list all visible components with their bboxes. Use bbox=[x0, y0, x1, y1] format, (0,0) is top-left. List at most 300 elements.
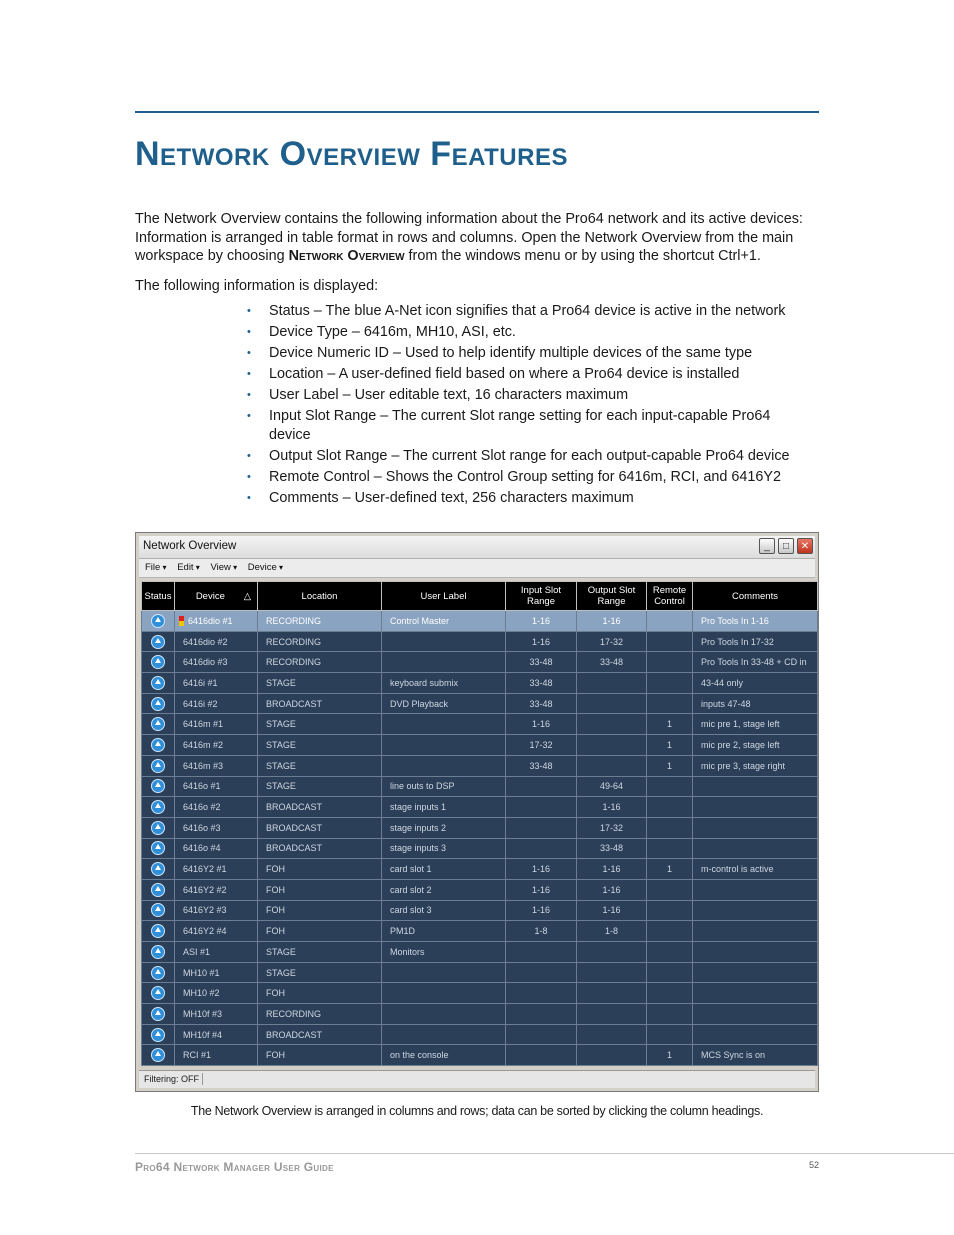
maximize-button[interactable]: □ bbox=[778, 538, 794, 554]
status-cell[interactable] bbox=[142, 879, 175, 900]
table-row[interactable] bbox=[142, 631, 818, 652]
table-row[interactable] bbox=[142, 797, 818, 818]
output-slot-cell[interactable] bbox=[577, 921, 647, 942]
anet-status-icon bbox=[151, 779, 165, 793]
anet-status-icon bbox=[151, 676, 165, 690]
input-slot-cell[interactable] bbox=[506, 921, 577, 942]
device-cell-text: 6416i #1 bbox=[183, 677, 218, 688]
device-cell[interactable] bbox=[175, 942, 258, 963]
user-label-cell[interactable] bbox=[382, 838, 506, 859]
device-cell[interactable] bbox=[175, 921, 258, 942]
device-cell-text: 6416o #2 bbox=[183, 802, 221, 813]
status-cell[interactable] bbox=[142, 942, 175, 963]
status-cell[interactable] bbox=[142, 1024, 175, 1045]
status-cell[interactable] bbox=[142, 962, 175, 983]
user-label-cell[interactable] bbox=[382, 1004, 506, 1025]
user-label-cell-text: on the console bbox=[390, 1050, 449, 1061]
user-label-cell-text: DVD Playback bbox=[390, 698, 449, 709]
device-cell[interactable] bbox=[175, 735, 258, 756]
column-header-output-slot-range[interactable] bbox=[577, 582, 647, 611]
comments-cell[interactable] bbox=[693, 755, 818, 776]
device-cell[interactable] bbox=[175, 838, 258, 859]
location-cell[interactable] bbox=[258, 755, 382, 776]
list-item: • Output Slot Range – The current Slot range for each output-capable Pro64 device bbox=[247, 447, 807, 466]
table-row[interactable] bbox=[142, 879, 818, 900]
device-cell[interactable] bbox=[175, 797, 258, 818]
output-slot-cell[interactable] bbox=[577, 755, 647, 776]
column-header-remote-label: Remote Control bbox=[652, 585, 687, 607]
remote-control-cell[interactable] bbox=[647, 859, 693, 880]
comments-cell[interactable] bbox=[693, 652, 818, 673]
remote-control-cell[interactable] bbox=[647, 652, 693, 673]
location-cell[interactable] bbox=[258, 652, 382, 673]
location-cell[interactable] bbox=[258, 859, 382, 880]
user-label-cell-text: card slot 3 bbox=[390, 905, 432, 916]
table-row[interactable] bbox=[142, 983, 818, 1004]
comments-cell[interactable] bbox=[693, 631, 818, 652]
column-header-user-label[interactable] bbox=[382, 582, 506, 611]
device-cell[interactable] bbox=[175, 611, 258, 632]
location-cell[interactable] bbox=[258, 735, 382, 756]
status-cell[interactable] bbox=[142, 611, 175, 632]
device-cell[interactable] bbox=[175, 631, 258, 652]
input-slot-cell[interactable] bbox=[506, 714, 577, 735]
comments-cell[interactable] bbox=[693, 942, 818, 963]
output-slot-cell-text: 1-16 bbox=[602, 864, 621, 875]
window-titlebar[interactable] bbox=[139, 536, 815, 559]
output-slot-cell-text: 1-16 bbox=[602, 615, 621, 626]
table-row[interactable] bbox=[142, 962, 818, 983]
device-cell[interactable] bbox=[175, 714, 258, 735]
device-cell[interactable] bbox=[175, 817, 258, 838]
comments-cell[interactable] bbox=[693, 797, 818, 818]
location-cell-text: RECORDING bbox=[266, 615, 322, 626]
comments-cell[interactable] bbox=[693, 838, 818, 859]
user-label-cell[interactable] bbox=[382, 942, 506, 963]
anet-status-icon bbox=[151, 1028, 165, 1042]
column-header-location[interactable] bbox=[258, 582, 382, 611]
output-slot-cell[interactable] bbox=[577, 1045, 647, 1066]
status-cell[interactable] bbox=[142, 735, 175, 756]
input-slot-cell[interactable] bbox=[506, 900, 577, 921]
remote-control-cell[interactable] bbox=[647, 983, 693, 1004]
location-cell-text: STAGE bbox=[266, 760, 296, 771]
location-cell[interactable] bbox=[258, 921, 382, 942]
user-label-cell[interactable] bbox=[382, 859, 506, 880]
comments-cell[interactable] bbox=[693, 776, 818, 797]
list-item: • Device Type – 6416m, MH10, ASI, etc. bbox=[247, 323, 807, 342]
table-row[interactable] bbox=[142, 673, 818, 694]
top-rule bbox=[135, 111, 819, 113]
device-cell-text: 6416Y2 #1 bbox=[183, 864, 227, 875]
remote-control-cell[interactable] bbox=[647, 693, 693, 714]
column-header-input-slot-range[interactable] bbox=[506, 582, 577, 611]
input-slot-cell[interactable] bbox=[506, 1004, 577, 1025]
list-item: • Remote Control – Shows the Control Group setting for 6416m, RCI, and 6416Y2 bbox=[247, 468, 807, 487]
user-label-cell-text: Control Master bbox=[390, 615, 450, 626]
status-cell[interactable] bbox=[142, 817, 175, 838]
user-label-cell[interactable] bbox=[382, 631, 506, 652]
menu-edit[interactable]: Edit ▾ bbox=[177, 562, 200, 573]
status-cell[interactable] bbox=[142, 652, 175, 673]
remote-control-cell[interactable] bbox=[647, 838, 693, 859]
comments-cell[interactable] bbox=[693, 900, 818, 921]
location-cell[interactable] bbox=[258, 1004, 382, 1025]
comments-cell[interactable] bbox=[693, 879, 818, 900]
output-slot-cell[interactable] bbox=[577, 1004, 647, 1025]
device-cell-text: 6416Y2 #4 bbox=[183, 926, 227, 937]
device-cell-text: 6416o #4 bbox=[183, 843, 221, 854]
table-row[interactable] bbox=[142, 817, 818, 838]
user-label-cell[interactable] bbox=[382, 1024, 506, 1045]
user-label-cell[interactable] bbox=[382, 797, 506, 818]
remote-control-cell-text: 1 bbox=[666, 760, 672, 771]
user-label-cell[interactable] bbox=[382, 900, 506, 921]
table-row[interactable] bbox=[142, 900, 818, 921]
comments-cell[interactable] bbox=[693, 817, 818, 838]
comments-cell[interactable] bbox=[693, 735, 818, 756]
location-cell[interactable] bbox=[258, 838, 382, 859]
user-label-cell[interactable] bbox=[382, 714, 506, 735]
location-cell[interactable] bbox=[258, 693, 382, 714]
output-slot-cell[interactable] bbox=[577, 838, 647, 859]
user-label-cell[interactable] bbox=[382, 693, 506, 714]
input-slot-cell[interactable] bbox=[506, 652, 577, 673]
status-cell[interactable] bbox=[142, 776, 175, 797]
location-cell[interactable] bbox=[258, 817, 382, 838]
input-slot-cell-text: 33-48 bbox=[529, 657, 553, 668]
output-slot-cell[interactable] bbox=[577, 611, 647, 632]
input-slot-cell[interactable] bbox=[506, 611, 577, 632]
device-cell-text: 6416o #1 bbox=[183, 781, 221, 792]
location-cell[interactable] bbox=[258, 879, 382, 900]
input-slot-cell-text: 1-16 bbox=[531, 615, 550, 626]
table-row[interactable] bbox=[142, 652, 818, 673]
output-slot-cell[interactable] bbox=[577, 776, 647, 797]
location-cell[interactable] bbox=[258, 983, 382, 1004]
output-slot-cell[interactable] bbox=[577, 631, 647, 652]
device-cell[interactable] bbox=[175, 1004, 258, 1025]
output-slot-cell[interactable] bbox=[577, 735, 647, 756]
table-row[interactable] bbox=[142, 1045, 818, 1066]
device-cell[interactable] bbox=[175, 983, 258, 1004]
input-slot-cell[interactable] bbox=[506, 962, 577, 983]
menu-file[interactable]: File ▾ bbox=[145, 562, 167, 573]
remote-control-cell[interactable] bbox=[647, 1045, 693, 1066]
anet-status-icon bbox=[151, 1007, 165, 1021]
remote-control-cell[interactable] bbox=[647, 942, 693, 963]
location-cell[interactable] bbox=[258, 1024, 382, 1045]
output-slot-cell[interactable] bbox=[577, 900, 647, 921]
output-slot-cell[interactable] bbox=[577, 797, 647, 818]
input-slot-cell[interactable] bbox=[506, 776, 577, 797]
input-slot-cell[interactable] bbox=[506, 631, 577, 652]
anet-status-icon bbox=[151, 635, 165, 649]
location-cell-text: BROADCAST bbox=[266, 802, 323, 813]
device-cell[interactable] bbox=[175, 879, 258, 900]
status-cell[interactable] bbox=[142, 859, 175, 880]
status-cell[interactable] bbox=[142, 838, 175, 859]
comments-cell[interactable] bbox=[693, 1004, 818, 1025]
comments-cell[interactable] bbox=[693, 962, 818, 983]
output-slot-cell-text: 33-48 bbox=[599, 843, 624, 854]
device-cell-text: MH10f #3 bbox=[183, 1008, 223, 1019]
user-label-cell-text: PM1D bbox=[390, 926, 416, 937]
user-label-cell[interactable] bbox=[382, 983, 506, 1004]
remote-control-cell[interactable] bbox=[647, 735, 693, 756]
comments-cell-text: mic pre 3, stage right bbox=[701, 760, 786, 771]
input-slot-cell[interactable] bbox=[506, 838, 577, 859]
input-slot-cell-text: 1-16 bbox=[531, 905, 550, 916]
list-item: • Status – The blue A-Net icon signifies that a Pro64 device is active in the network bbox=[247, 302, 807, 321]
menu-view[interactable]: View ▾ bbox=[210, 562, 237, 573]
device-cell-text: 6416Y2 #2 bbox=[183, 884, 227, 895]
input-slot-cell[interactable] bbox=[506, 673, 577, 694]
comments-cell[interactable] bbox=[693, 673, 818, 694]
output-slot-cell[interactable] bbox=[577, 879, 647, 900]
output-slot-cell[interactable] bbox=[577, 1024, 647, 1045]
location-cell-text: RECORDING bbox=[266, 636, 322, 647]
remote-control-cell[interactable] bbox=[647, 921, 693, 942]
device-cell[interactable] bbox=[175, 652, 258, 673]
user-label-cell-text: stage inputs 1 bbox=[390, 802, 447, 813]
user-label-cell-text: line outs to DSP bbox=[390, 781, 455, 792]
table-row[interactable] bbox=[142, 942, 818, 963]
input-slot-cell[interactable] bbox=[506, 1024, 577, 1045]
remote-control-cell[interactable] bbox=[647, 631, 693, 652]
input-slot-cell[interactable] bbox=[506, 797, 577, 818]
output-slot-cell-text: 1-8 bbox=[604, 926, 618, 937]
input-slot-cell[interactable] bbox=[506, 859, 577, 880]
anet-status-icon bbox=[151, 614, 165, 628]
comments-cell[interactable] bbox=[693, 983, 818, 1004]
status-bar bbox=[139, 1070, 815, 1088]
comments-cell-text: Pro Tools In 33-48 + CD in bbox=[701, 657, 807, 668]
status-cell[interactable] bbox=[142, 900, 175, 921]
output-slot-cell-text: 49-64 bbox=[599, 781, 624, 792]
output-slot-cell[interactable] bbox=[577, 652, 647, 673]
footer-rule bbox=[135, 1153, 954, 1154]
figure-caption: The Network Overview is arranged in columns and rows; data can be sorted by clicking the column headings. bbox=[190, 1104, 764, 1118]
output-slot-cell-text: 17-32 bbox=[599, 822, 624, 833]
comments-cell[interactable] bbox=[693, 1045, 818, 1066]
user-label-cell-text: keyboard submix bbox=[390, 677, 459, 688]
comments-cell[interactable] bbox=[693, 714, 818, 735]
status-cell[interactable] bbox=[142, 797, 175, 818]
comments-cell-text: Pro Tools In 1-16 bbox=[701, 615, 769, 626]
table-row[interactable] bbox=[142, 714, 818, 735]
location-cell[interactable] bbox=[258, 962, 382, 983]
anet-status-icon bbox=[151, 862, 165, 876]
device-cell[interactable] bbox=[175, 900, 258, 921]
location-cell[interactable] bbox=[258, 900, 382, 921]
location-cell[interactable] bbox=[258, 942, 382, 963]
table-row[interactable] bbox=[142, 611, 818, 632]
network-overview-window bbox=[135, 532, 819, 1092]
location-cell-text: STAGE bbox=[266, 719, 296, 730]
column-header-status[interactable] bbox=[142, 582, 175, 611]
location-cell-text: STAGE bbox=[266, 739, 296, 750]
intro-paragraph bbox=[135, 210, 825, 266]
page-title: Network Overview Features bbox=[135, 135, 568, 173]
column-header-remote-control[interactable] bbox=[647, 582, 693, 611]
comments-cell[interactable] bbox=[693, 859, 818, 880]
status-cell[interactable] bbox=[142, 921, 175, 942]
remote-control-cell[interactable] bbox=[647, 817, 693, 838]
comments-cell[interactable] bbox=[693, 611, 818, 632]
remote-control-cell[interactable] bbox=[647, 900, 693, 921]
output-slot-cell[interactable] bbox=[577, 817, 647, 838]
status-cell[interactable] bbox=[142, 1045, 175, 1066]
location-cell-text: FOH bbox=[266, 905, 285, 916]
device-cell-text: 6416m #1 bbox=[183, 719, 224, 730]
user-label-cell[interactable] bbox=[382, 962, 506, 983]
table-row[interactable] bbox=[142, 859, 818, 880]
table-row[interactable] bbox=[142, 755, 818, 776]
comments-cell-text: inputs 47-48 bbox=[701, 698, 751, 709]
list-item: • User Label – User editable text, 16 characters maximum bbox=[247, 386, 807, 405]
location-cell-text: BROADCAST bbox=[266, 1029, 323, 1040]
location-cell-text: FOH bbox=[266, 884, 285, 895]
remote-control-cell-text: 1 bbox=[666, 864, 672, 875]
status-cell[interactable] bbox=[142, 755, 175, 776]
location-cell[interactable] bbox=[258, 797, 382, 818]
device-cell-text: 6416Y2 #3 bbox=[183, 905, 227, 916]
output-slot-cell[interactable] bbox=[577, 859, 647, 880]
location-cell-text: BROADCAST bbox=[266, 843, 323, 854]
intro-text: The Network Overview contains the following information about the Pro64 network and its active devices: Information is arranged in table format in rows and columns. Open the Network Overview from the main workspace by choosing bbox=[135, 211, 803, 264]
device-cell[interactable] bbox=[175, 693, 258, 714]
remote-control-cell[interactable] bbox=[647, 714, 693, 735]
output-slot-cell[interactable] bbox=[577, 983, 647, 1004]
status-cell[interactable] bbox=[142, 983, 175, 1004]
user-label-cell[interactable] bbox=[382, 1045, 506, 1066]
table-row[interactable] bbox=[142, 735, 818, 756]
input-slot-cell[interactable] bbox=[506, 693, 577, 714]
table-row[interactable] bbox=[142, 838, 818, 859]
user-label-cell-text: card slot 2 bbox=[390, 884, 432, 895]
status-cell[interactable] bbox=[142, 714, 175, 735]
remote-control-cell[interactable] bbox=[647, 797, 693, 818]
user-label-cell[interactable] bbox=[382, 879, 506, 900]
remote-control-cell[interactable] bbox=[647, 611, 693, 632]
remote-control-cell[interactable] bbox=[647, 962, 693, 983]
user-label-cell[interactable] bbox=[382, 673, 506, 694]
table-row[interactable] bbox=[142, 693, 818, 714]
location-cell[interactable] bbox=[258, 631, 382, 652]
location-cell[interactable] bbox=[258, 673, 382, 694]
minimize-button[interactable]: _ bbox=[759, 538, 775, 554]
comments-cell[interactable] bbox=[693, 1024, 818, 1045]
device-cell[interactable] bbox=[175, 673, 258, 694]
status-cell[interactable] bbox=[142, 693, 175, 714]
remote-control-cell[interactable] bbox=[647, 1024, 693, 1045]
device-cell-text: 6416m #2 bbox=[183, 739, 224, 750]
menu-device[interactable]: Device ▾ bbox=[248, 562, 283, 573]
input-slot-cell[interactable] bbox=[506, 983, 577, 1004]
output-slot-cell[interactable] bbox=[577, 714, 647, 735]
column-header-device[interactable] bbox=[175, 582, 258, 611]
output-slot-cell[interactable] bbox=[577, 962, 647, 983]
table-row[interactable] bbox=[142, 1004, 818, 1025]
location-cell-text: STAGE bbox=[266, 946, 296, 957]
table-row[interactable] bbox=[142, 921, 818, 942]
table-row[interactable] bbox=[142, 1024, 818, 1045]
location-cell[interactable] bbox=[258, 1045, 382, 1066]
comments-cell[interactable] bbox=[693, 921, 818, 942]
input-slot-cell-text: 17-32 bbox=[529, 739, 553, 750]
output-slot-cell[interactable] bbox=[577, 673, 647, 694]
device-cell[interactable] bbox=[175, 859, 258, 880]
intro-menu-name: Network Overview bbox=[288, 248, 405, 264]
user-label-cell[interactable] bbox=[382, 611, 506, 632]
location-cell[interactable] bbox=[258, 714, 382, 735]
remote-control-cell[interactable] bbox=[647, 755, 693, 776]
remote-control-cell-text: 1 bbox=[666, 739, 672, 750]
close-button[interactable]: ✕ bbox=[797, 538, 813, 554]
user-label-cell[interactable] bbox=[382, 755, 506, 776]
user-label-cell-text: stage inputs 2 bbox=[390, 822, 447, 833]
table-header-row bbox=[142, 582, 818, 611]
device-cell-text: 6416dio #1 bbox=[188, 615, 233, 626]
input-slot-cell[interactable] bbox=[506, 817, 577, 838]
output-slot-cell[interactable] bbox=[577, 693, 647, 714]
remote-control-cell[interactable] bbox=[647, 673, 693, 694]
remote-control-cell[interactable] bbox=[647, 879, 693, 900]
device-cell-text: 6416dio #2 bbox=[183, 636, 228, 647]
device-cell[interactable] bbox=[175, 776, 258, 797]
user-label-cell[interactable] bbox=[382, 817, 506, 838]
device-cell[interactable] bbox=[175, 962, 258, 983]
status-cell[interactable] bbox=[142, 1004, 175, 1025]
user-label-cell[interactable] bbox=[382, 921, 506, 942]
remote-control-cell[interactable] bbox=[647, 776, 693, 797]
input-slot-cell[interactable] bbox=[506, 879, 577, 900]
column-header-comments[interactable] bbox=[693, 582, 818, 611]
output-slot-cell-text: 17-32 bbox=[599, 636, 624, 647]
input-slot-cell[interactable] bbox=[506, 735, 577, 756]
location-cell-text: BROADCAST bbox=[266, 822, 323, 833]
output-slot-cell[interactable] bbox=[577, 942, 647, 963]
device-cell-text: ASI #1 bbox=[183, 946, 211, 957]
location-cell-text: RECORDING bbox=[266, 1008, 322, 1019]
window-title: Network Overview bbox=[143, 540, 237, 552]
remote-control-cell[interactable] bbox=[647, 1004, 693, 1025]
user-label-cell[interactable] bbox=[382, 776, 506, 797]
input-slot-cell[interactable] bbox=[506, 1045, 577, 1066]
comments-cell[interactable] bbox=[693, 693, 818, 714]
anet-status-icon bbox=[151, 924, 165, 938]
anet-status-icon bbox=[151, 986, 165, 1000]
output-slot-cell-text: 1-16 bbox=[602, 802, 621, 813]
status-cell[interactable] bbox=[142, 631, 175, 652]
status-cell[interactable] bbox=[142, 673, 175, 694]
device-cell[interactable] bbox=[175, 1045, 258, 1066]
device-cell[interactable] bbox=[175, 1024, 258, 1045]
location-cell[interactable] bbox=[258, 611, 382, 632]
user-label-cell[interactable] bbox=[382, 652, 506, 673]
device-cell[interactable] bbox=[175, 755, 258, 776]
location-cell-text: BROADCAST bbox=[266, 698, 323, 709]
input-slot-cell[interactable] bbox=[506, 942, 577, 963]
table-row[interactable] bbox=[142, 776, 818, 797]
location-cell-text: RECORDING bbox=[266, 657, 322, 668]
user-label-cell[interactable] bbox=[382, 735, 506, 756]
location-cell[interactable] bbox=[258, 776, 382, 797]
input-slot-cell[interactable] bbox=[506, 755, 577, 776]
input-slot-cell-text: 1-16 bbox=[531, 636, 550, 647]
anet-status-icon bbox=[151, 945, 165, 959]
